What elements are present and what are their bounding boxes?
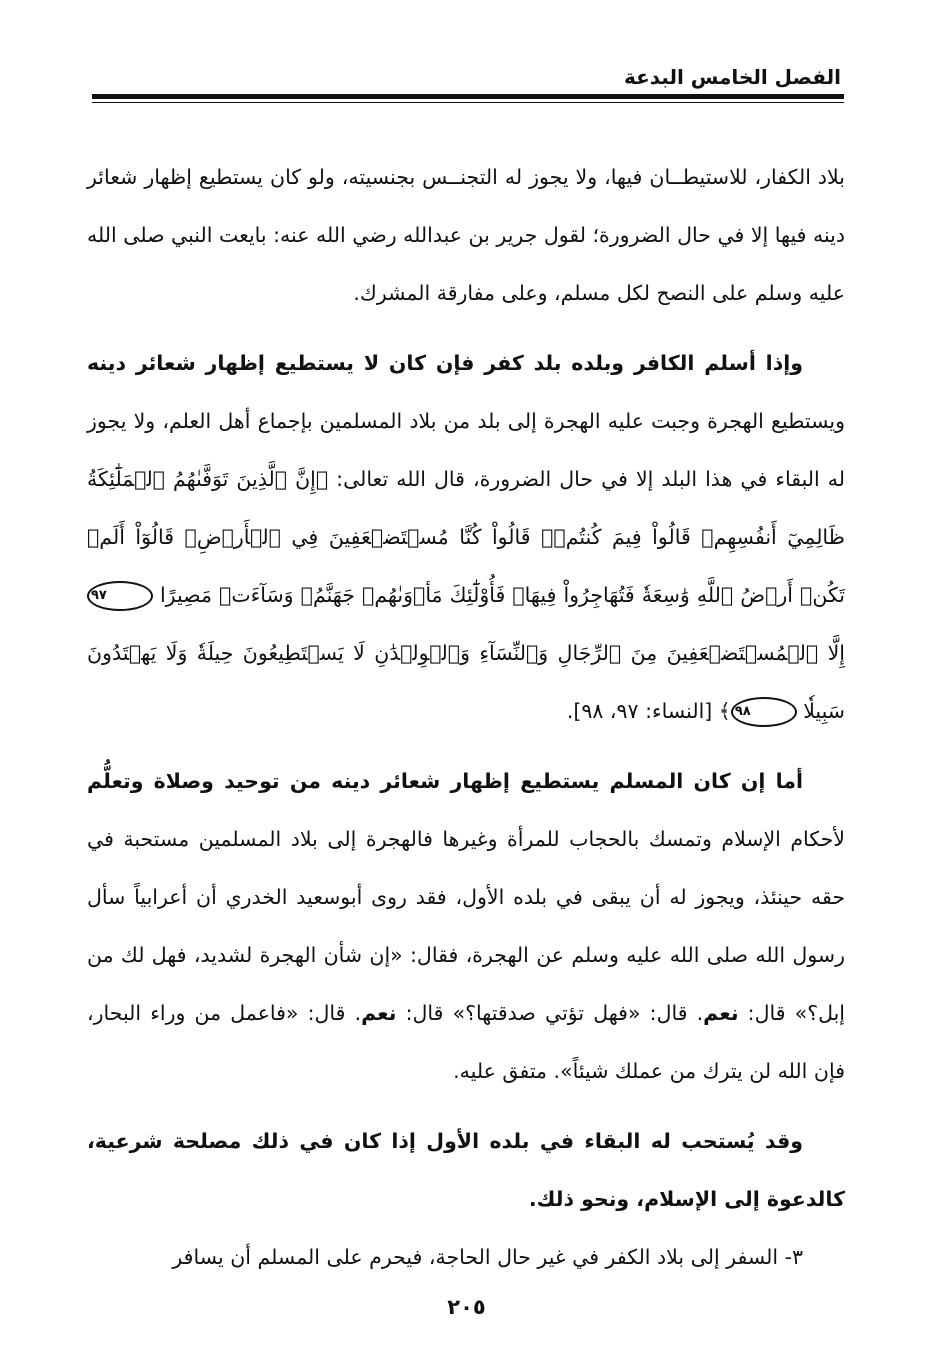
paragraph-1 — [87, 148, 845, 322]
quran-citation: [النساء: ٩٧، ٩٨]. — [566, 699, 719, 723]
body-text — [87, 148, 845, 1286]
quran-verse-98: إِلَّا ٱلۡمُسۡتَضۡعَفِينَ مِنَ ٱلرِّجَالِ وَٱلنِّسَآءِ وَٱلۡوِلۡدَٰنِ لَا يَسۡتَطِيعُونَ حِيلَةٗ وَلَا يَهۡتَدُونَ سَبِيلٗا — [87, 641, 845, 723]
paragraph-5 — [87, 1228, 845, 1286]
paragraph-3-text-b: . قال: «فهل تؤتي صدقتها؟» قال: — [396, 1001, 704, 1025]
header-rule-thin — [92, 102, 844, 103]
paragraph-5-text: ٣- السفر إلى بلاد الكفر في غير حال الحاجة، فيحرم على المسلم أن يسافر — [172, 1245, 803, 1269]
paragraph-2-lead: وإذا أسلم الكافر وبلده بلد كفر فإن كان لا يستطيع إظهار شعائر دينه — [87, 351, 803, 375]
paragraph-3-lead: أما إن كان المسلم يستطيع إظهار شعائر دينه من توحيد وصلاة وتعلُّم — [87, 769, 803, 793]
paragraph-1-text: بلاد الكفار، للاستيطــان فيها، ولا يجوز له التجنــس بجنسيته، ولو كان يستطيع إظهار شعائر دينه فيها إلا في حال الضرورة؛ لقول جرير بن عبدالله رضي الله عنه: بايعت النبي صلى الله عليه وسلم على النصح لكل مسلم، وعلى مفارقة المشرك. — [87, 165, 845, 305]
ayah-number-97: ٩٧ — [87, 581, 153, 611]
paragraph-3-text-a: لأحكام الإسلام وتمسك بالحجاب للمرأة وغيرها فالهجرة إلى بلاد المسلمين مستحبة في حقه حينئذ، ويجوز له أن يبقى في بلده الأول، فقد روى أبوسعيد الخدري أن أعرابياً سأل رسول الله صلى الله عليه وسلم عن الهجرة، فقال: «إن شأن الهجرة لشديد، فهل لك من إبل؟» قال: — [87, 827, 846, 1025]
paragraph-3-naam-a: نعم — [703, 1001, 739, 1025]
paragraph-2-text: ويستطيع الهجرة وجبت عليه الهجرة إلى بلد من بلاد المسلمين بإجماع أهل العلم، ولا يجوز له البقاء في هذا البلد إلا في حال الضرورة، قال الله تعالى: — [87, 409, 845, 491]
paragraph-2 — [87, 334, 845, 740]
paragraph-4-text: وقد يُستحب له البقاء في بلده الأول إذا كان في ذلك مصلحة شرعية، كالدعوة إلى الإسلام، ونحو ذلك. — [87, 1129, 845, 1211]
running-header: الفصل الخامس البدعة — [623, 65, 841, 89]
paragraph-3 — [87, 752, 845, 1100]
paragraph-3-text-c: . قال: «فاعمل من وراء البحار، فإن الله لن يترك من عملك شيئاً». متفق عليه. — [87, 1001, 845, 1083]
page-number: ٢٠٥ — [447, 1295, 486, 1319]
header-rule-thick — [92, 94, 844, 99]
quran-verse-97: إِنَّ ٱلَّذِينَ تَوَفَّىٰهُمُ ٱلۡمَلَٰٓئِكَةُ ظَالِمِيٓ أَنفُسِهِمۡ قَالُواْ فِيمَ كُنتُمۡۖ قَالُواْ كُنَّا مُسۡتَضۡعَفِينَ فِي ٱلۡأَرۡضِۚ قَالُوٓاْ أَلَمۡ تَكُنۡ أَرۡضُ ٱللَّهِ وَٰسِعَةٗ فَتُهَاجِرُواْ فِيهَاۚ فَأُوْلَٰٓئِكَ مَأۡوَىٰهُمۡ جَهَنَّمُۖ وَسَآءَتۡ مَصِيرًا — [87, 467, 845, 607]
paragraph-4 — [87, 1112, 845, 1228]
ayah-number-98: ٩٨ — [731, 697, 797, 727]
quran-open-brace: ﴿ — [315, 467, 329, 491]
paragraph-3-naam-b: نعم — [361, 1001, 397, 1025]
quran-close-brace: ﴾ — [718, 699, 731, 723]
